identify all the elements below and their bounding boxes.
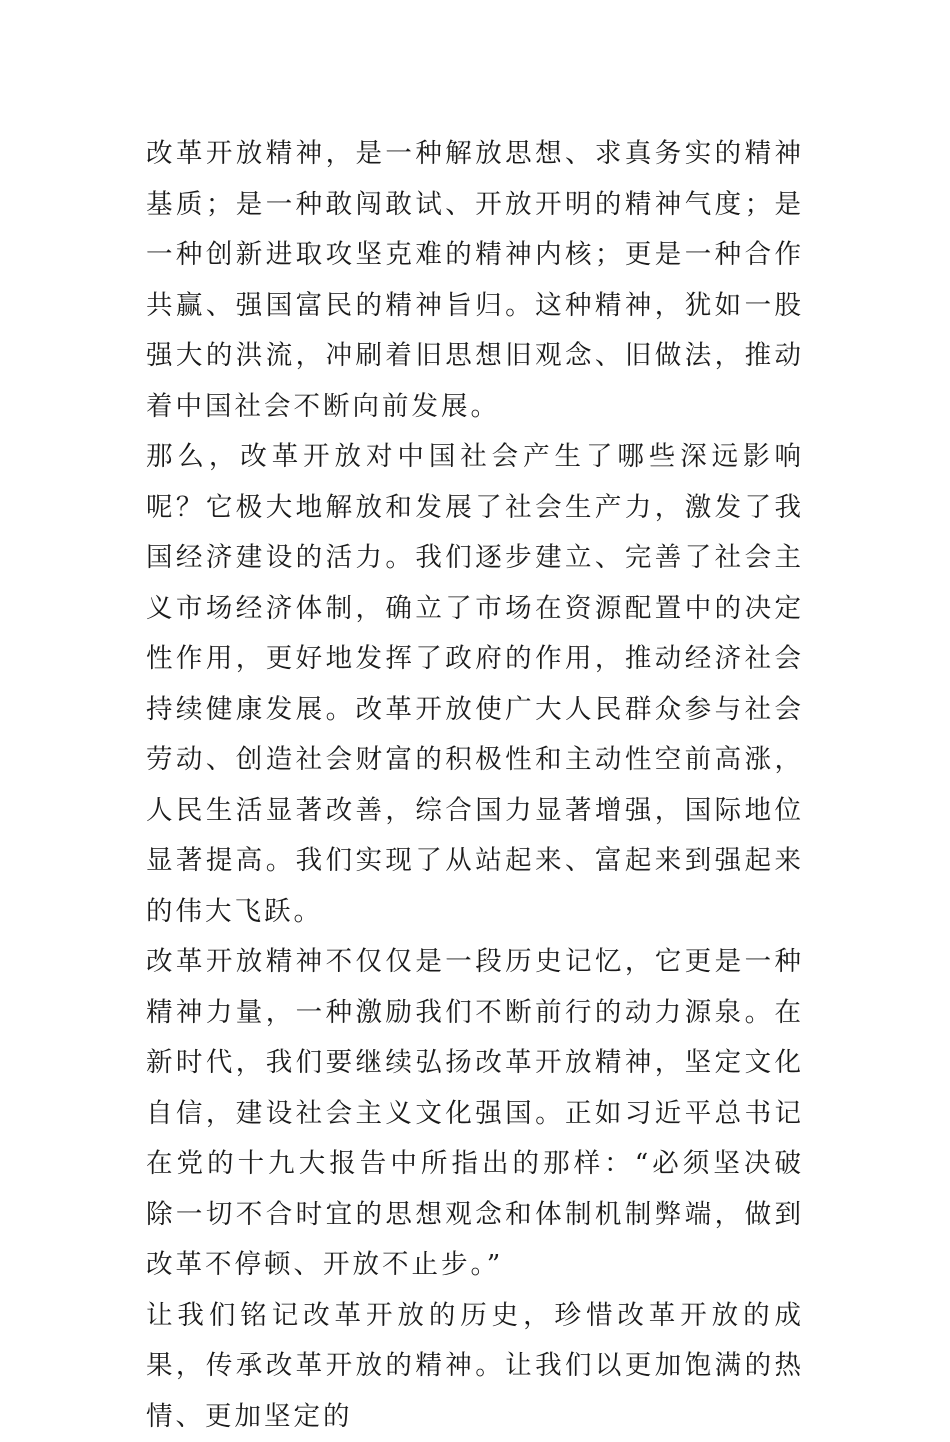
- paragraph-4: 让我们铭记改革开放的历史，珍惜改革开放的成果，传承改革开放的精神。让我们以更加饱满的热情、更加坚定的: [146, 1291, 804, 1442]
- paragraph-1: 改革开放精神，是一种解放思想、求真务实的精神基质；是一种敢闯敢试、开放开明的精神气度；是一种创新进取攻坚克难的精神内核；更是一种合作共赢、强国富民的精神旨归。这种精神，犹如一股强大的洪流，冲刷着旧思想旧观念、旧做法，推动着中国社会不断向前发展。: [146, 129, 804, 432]
- document-body: [146, 129, 804, 1442]
- paragraph-3: 改革开放精神不仅仅是一段历史记忆，它更是一种精神力量，一种激励我们不断前行的动力源泉。在新时代，我们要继续弘扬改革开放精神，坚定文化自信，建设社会主义文化强国。正如习近平总书记在党的十九大报告中所指出的那样：“必须坚决破除一切不合时宜的思想观念和体制机制弊端，做到改革不停顿、开放不止步。”: [146, 937, 804, 1291]
- paragraph-2: 那么，改革开放对中国社会产生了哪些深远影响呢？它极大地解放和发展了社会生产力，激发了我国经济建设的活力。我们逐步建立、完善了社会主义市场经济体制，确立了市场在资源配置中的决定性作用，更好地发挥了政府的作用，推动经济社会持续健康发展。改革开放使广大人民群众参与社会劳动、创造社会财富的积极性和主动性空前高涨，人民生活显著改善，综合国力显著增强，国际地位显著提高。我们实现了从站起来、富起来到强起来的伟大飞跃。: [146, 432, 804, 937]
